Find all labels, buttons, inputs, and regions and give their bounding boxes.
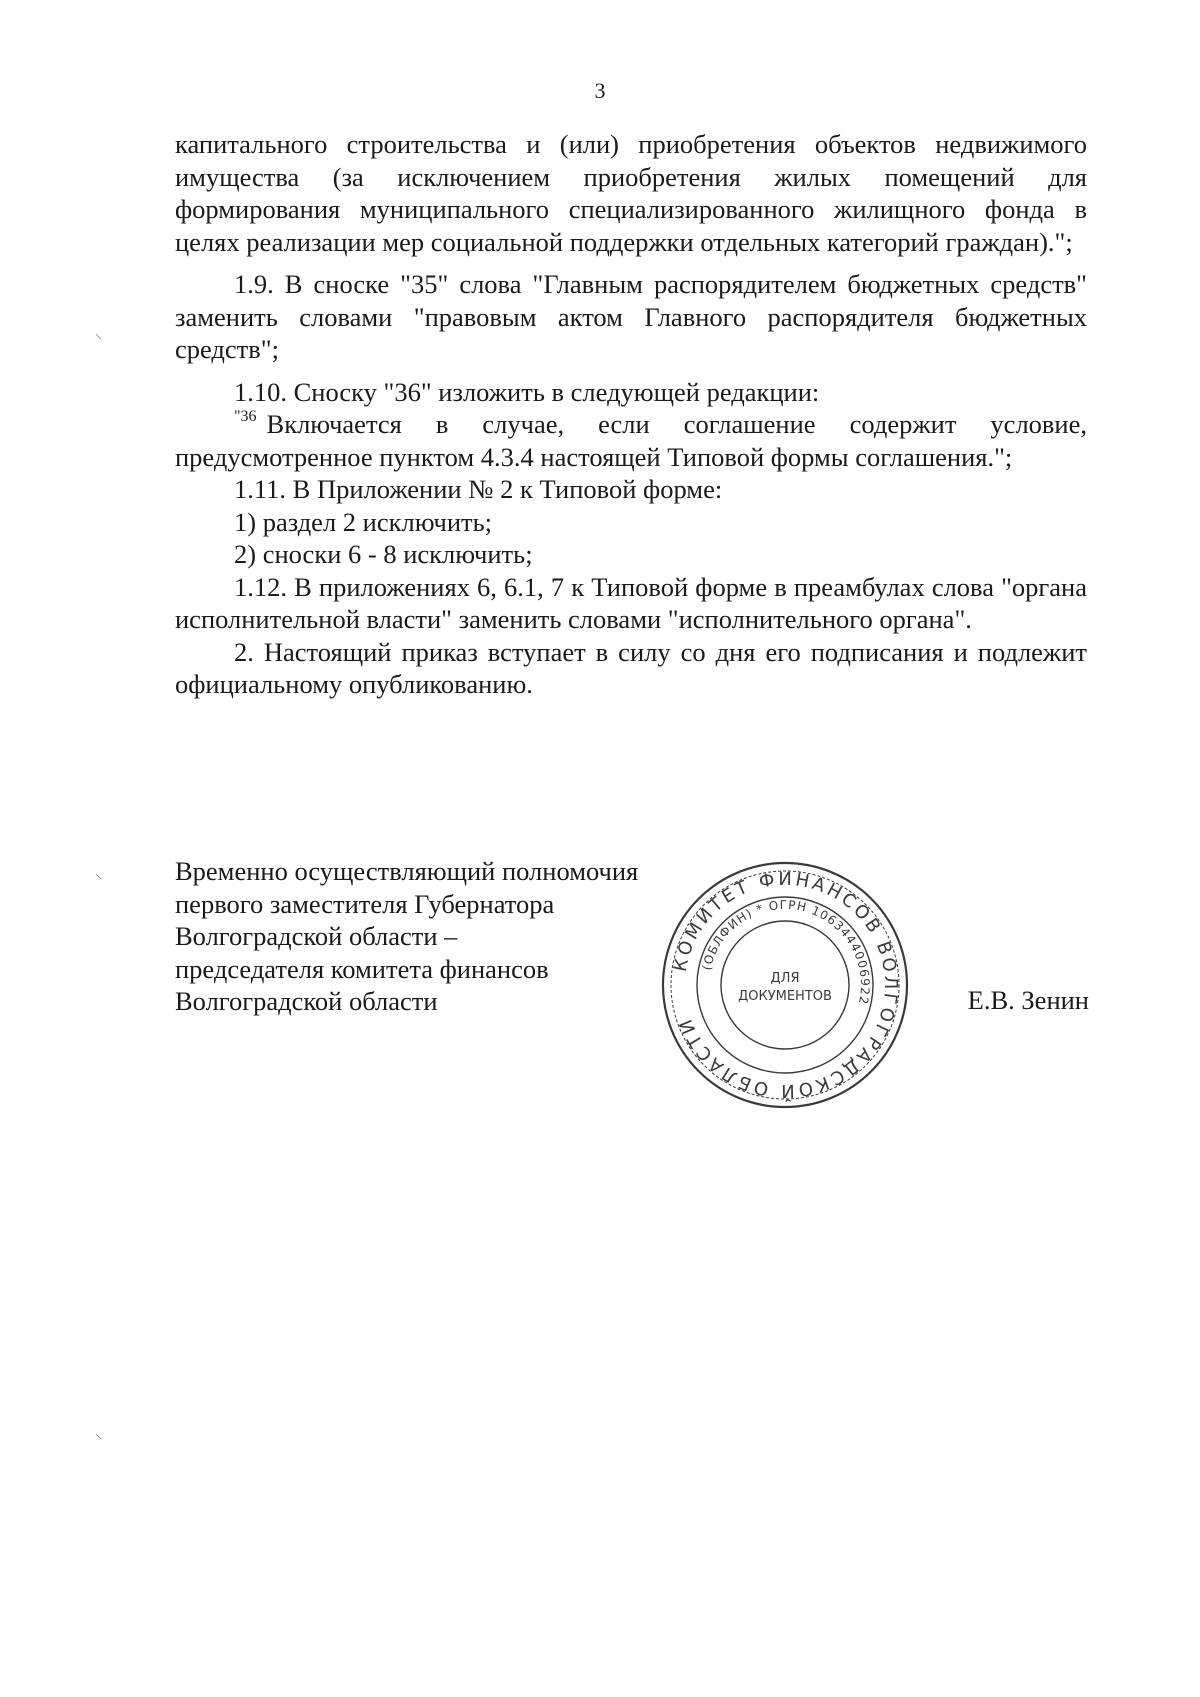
- footnote-36-mark: "36: [234, 408, 257, 425]
- signer-line-1: Временно осуществляющий полномочия: [175, 856, 639, 886]
- seal-center-line-2: ДОКУМЕНТОВ: [738, 989, 832, 1004]
- paragraph-2: 2. Настоящий приказ вступает в силу со дня его подписания и подлежит официальному опубликованию.: [175, 636, 1087, 699]
- official-seal-stamp: [660, 860, 910, 1110]
- page-number: 3: [594, 78, 606, 103]
- paragraph-1-11: 1.11. В Приложении № 2 к Типовой форме:: [234, 474, 723, 504]
- list-item-2: 2) сноски 6 - 8 исключить;: [234, 539, 533, 569]
- signer-line-5: Волгоградской области: [175, 986, 438, 1016]
- seal-inner-text: (ОБЛФИН) * ОГРН 1063444006922: [699, 897, 873, 1007]
- signer-title: [175, 855, 715, 1018]
- paragraph-1-10: 1.10. Сноску "36" изложить в следующей редакции:: [234, 376, 820, 407]
- footnote-36-text: [175, 408, 1087, 473]
- paragraph-continuation: капитального строительства и (или) приобретения объектов недвижимого имущества (за исключением приобретения жилых помещений для формирования муниципального специализированного жилищного фонда в целях реализации мер социальной поддержки отдельных категорий граждан).";: [175, 129, 1087, 257]
- footnote-36-body: Включается в случае, если соглашение содержит условие, предусмотренное пунктом 4.3.4 настоящей Типовой формы соглашения.";: [175, 409, 1087, 472]
- document-body: [175, 128, 1087, 701]
- paragraph-1-12: 1.12. В приложениях 6, 6.1, 7 к Типовой форме в преамбулах слова "органа исполнительной власти" заменить словами "исполнительного органа".: [175, 571, 1087, 634]
- signer-name: Е.В. Зенин: [967, 985, 1089, 1015]
- seal-center-line-1: ДЛЯ: [770, 971, 800, 986]
- scan-mark: ⸌: [95, 333, 102, 348]
- list-item-1: 1) раздел 2 исключить;: [234, 506, 493, 537]
- paragraph-1-9: 1.9. В сноске "35" слова "Главным распорядителем бюджетных средств" заменить словами "правовым актом Главного распорядителя бюджетных средств";: [175, 269, 1087, 364]
- signer-line-3: Волгоградской области –: [175, 921, 458, 951]
- seal-outer-text: КОМИТЕТ ФИНАНСОВ ВОЛГОГРАДСКОЙ ОБЛАСТИ: [669, 868, 902, 1102]
- signer-line-4: председателя комитета финансов: [175, 953, 549, 984]
- scan-mark: ⸌: [95, 873, 102, 888]
- signer-line-2: первого заместителя Губернатора: [175, 888, 555, 919]
- scan-mark: ⸌: [95, 1433, 102, 1448]
